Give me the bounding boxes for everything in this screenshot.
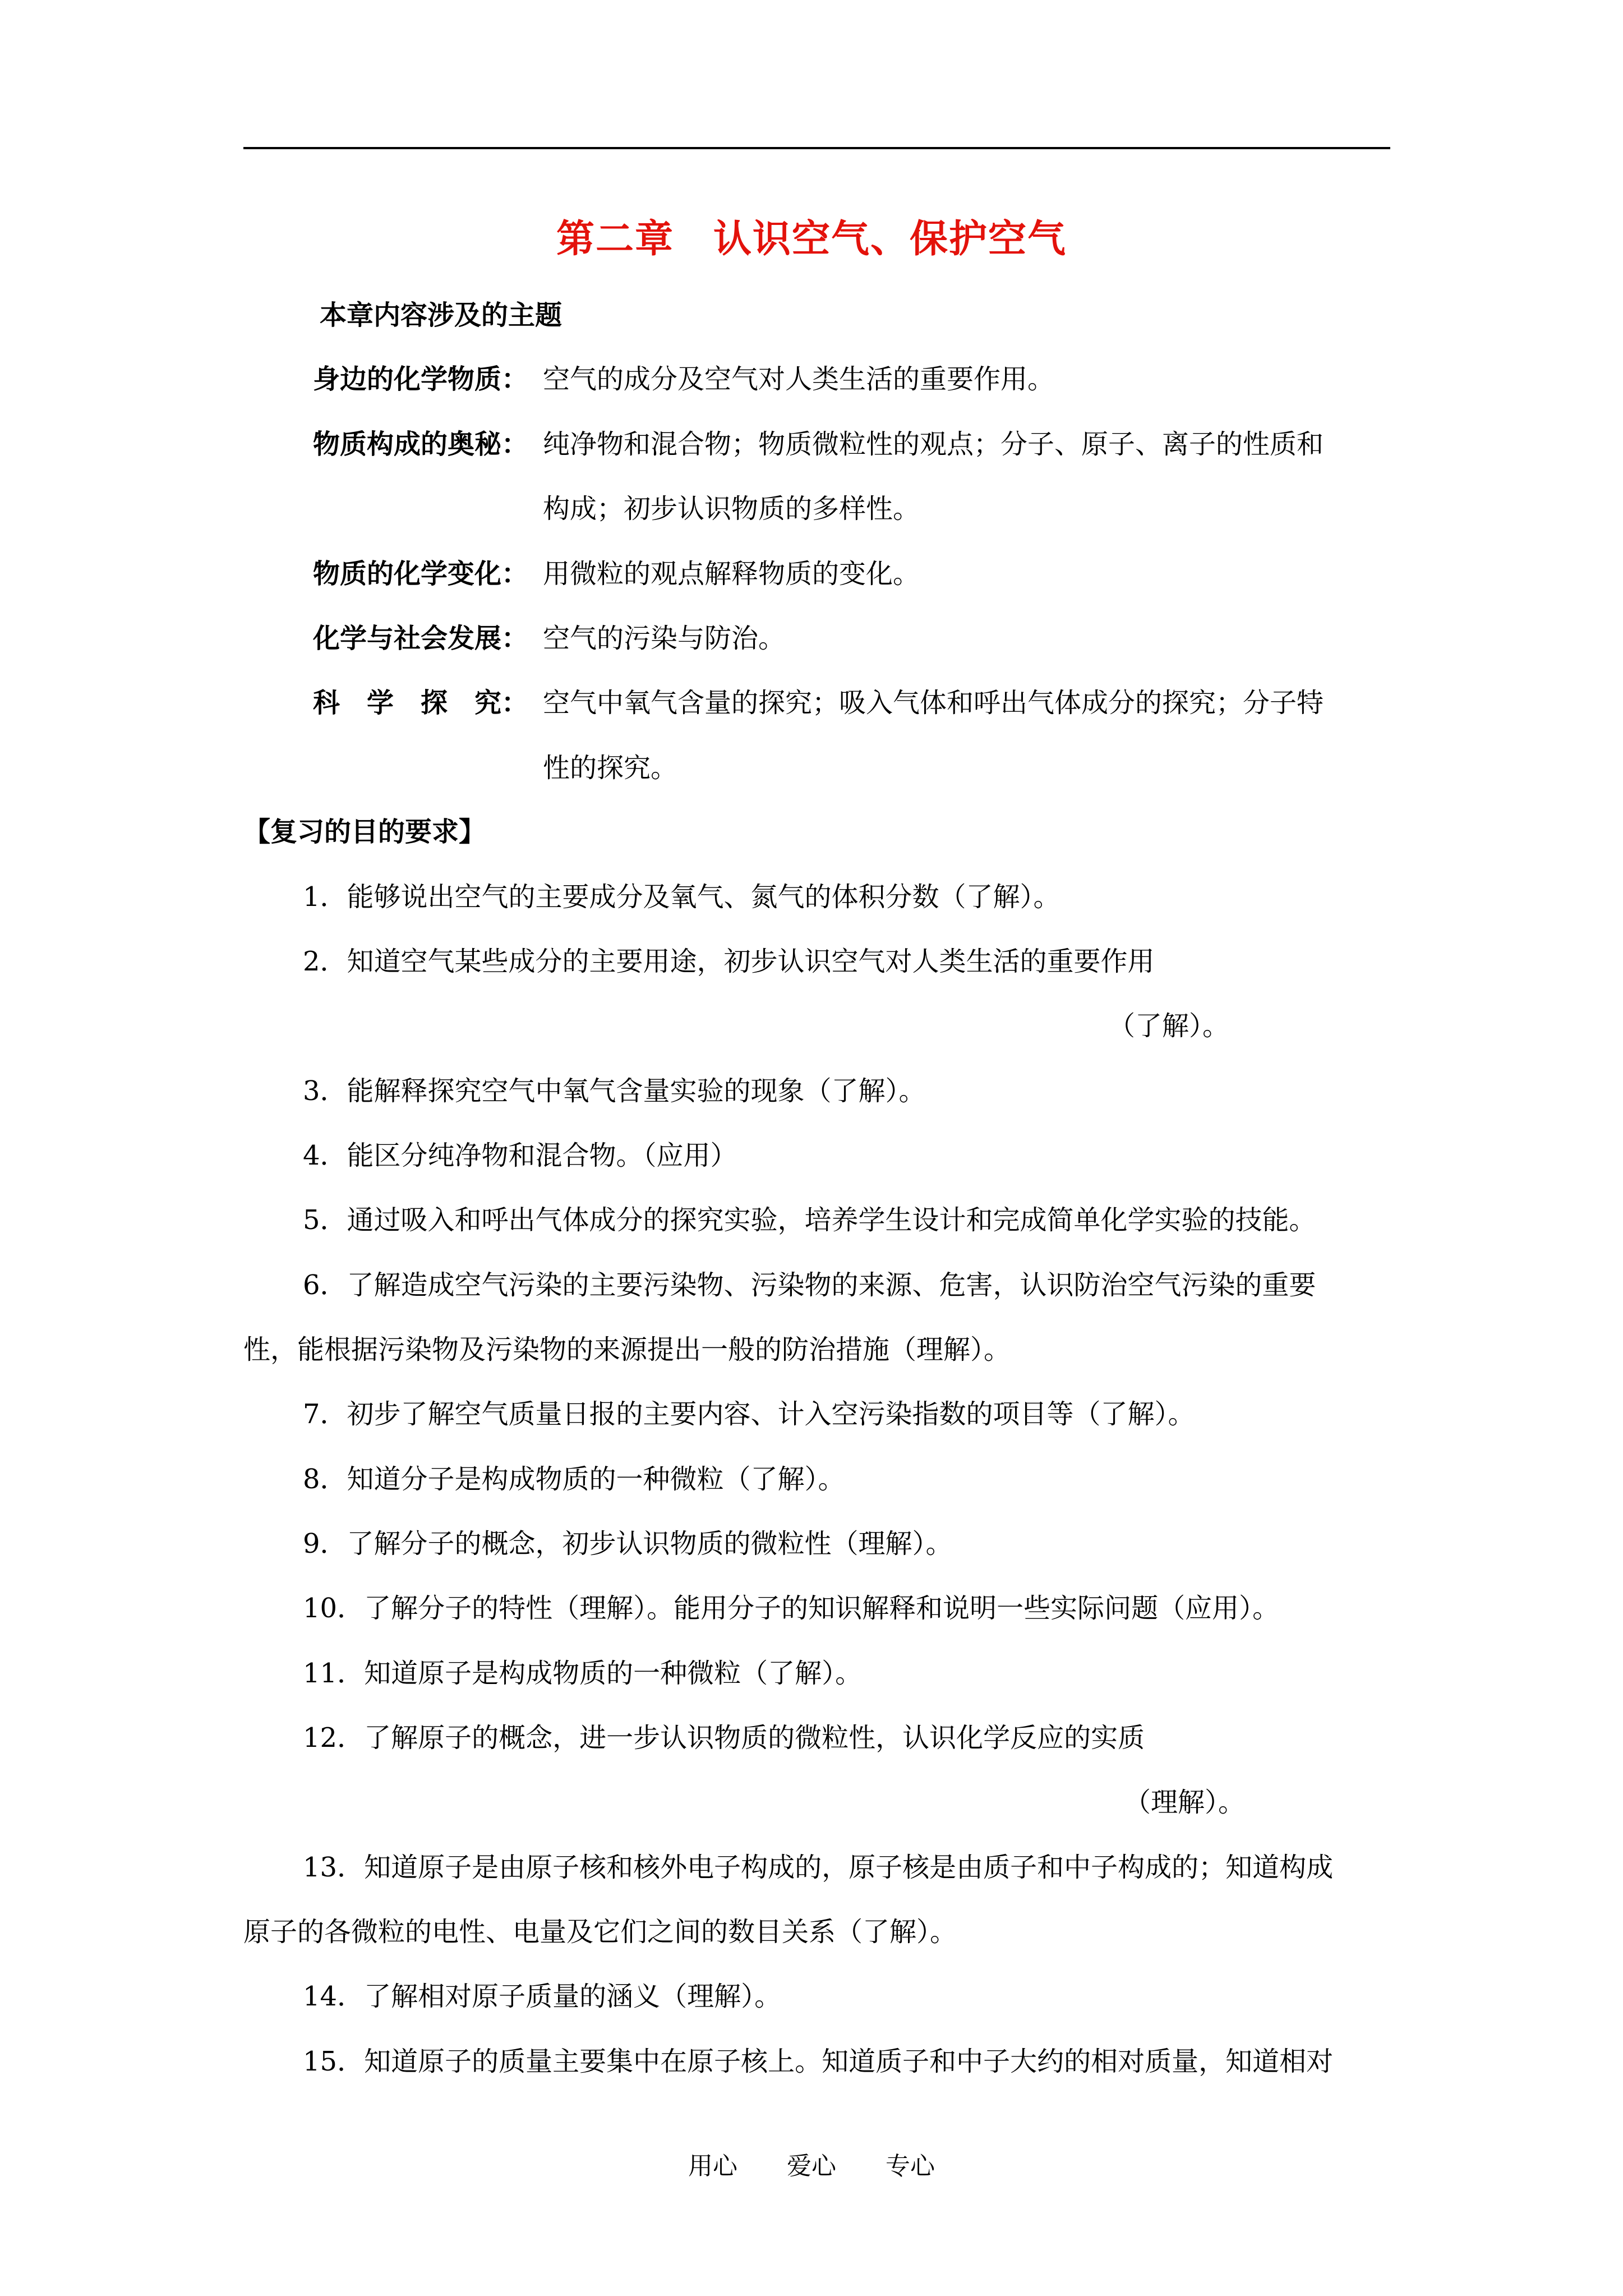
objective-item: 12．了解原子的概念，进一步认识物质的微粒性，认识化学反应的实质 — [303, 1722, 1145, 1754]
objectives-heading: 【复习的目的要求】 — [243, 816, 486, 848]
objective-item: 10．了解分子的特性（理解）。能用分子的知识解释和说明一些实际问题（应用）。 — [303, 1593, 1280, 1624]
theme-label: 身边的化学物质： — [313, 364, 529, 395]
objective-item: 5．通过吸入和呼出气体成分的探究实验，培养学生设计和完成简单化学实验的技能。 — [303, 1204, 1316, 1236]
objective-item: 7．初步了解空气质量日报的主要内容、计入空污染指数的项目等（了解）。 — [303, 1398, 1195, 1430]
objective-item: 15．知道原子的质量主要集中在原子核上。知道质子和中子大约的相对质量，知道相对 — [303, 2046, 1334, 2077]
objective-item-continuation: 性，能根据污染物及污染物的来源提出一般的防治措施（理解）。 — [243, 1334, 1011, 1365]
objective-item: 8．知道分子是构成物质的一种微粒（了解）。 — [303, 1464, 845, 1495]
objective-item: 2．知道空气某些成分的主要用途，初步认识空气对人类生活的重要作用 — [303, 946, 1155, 977]
theme-label: 科 学 探 究： — [313, 687, 529, 719]
objective-item: 11．知道原子是构成物质的一种微粒（了解）。 — [303, 1658, 863, 1689]
theme-text: 性的探究。 — [543, 752, 678, 784]
objective-item-continuation: （了解）。 — [1108, 1010, 1230, 1042]
theme-text: 纯净物和混合物；物质微粒性的观点；分子、原子、离子的性质和 — [543, 429, 1324, 460]
theme-text: 用微粒的观点解释物质的变化。 — [543, 558, 920, 590]
theme-label: 物质构成的奥秘： — [313, 429, 529, 460]
theme-text: 空气的成分及空气对人类生活的重要作用。 — [543, 364, 1055, 395]
objective-item: 13．知道原子是由原子核和核外电子构成的，原子核是由质子和中子构成的；知道构成 — [303, 1852, 1334, 1883]
page-footer: 用心 爱心 专心 — [688, 2152, 935, 2180]
objective-item: 9．了解分子的概念，初步认识物质的微粒性（理解）。 — [303, 1528, 953, 1559]
objective-item: 4．能区分纯净物和混合物。（应用） — [303, 1140, 737, 1171]
objective-item-continuation: 原子的各微粒的电性、电量及它们之间的数目关系（了解）。 — [243, 1916, 957, 1948]
theme-text: 空气的污染与防治。 — [543, 623, 786, 654]
objective-item: 6．了解造成空气污染的主要污染物、污染物的来源、危害，认识防治空气污染的重要 — [303, 1269, 1316, 1301]
theme-text: 空气中氧气含量的探究；吸入气体和呼出气体成分的探究；分子特 — [543, 687, 1324, 719]
objective-item: 1．能够说出空气的主要成分及氧气、氮气的体积分数（了解）。 — [303, 881, 1061, 913]
theme-text: 构成；初步认识物质的多样性。 — [543, 493, 920, 524]
objective-item-continuation: （理解）。 — [1124, 1787, 1246, 1818]
theme-label: 物质的化学变化： — [313, 558, 529, 590]
objective-item: 14．了解相对原子质量的涵义（理解）。 — [303, 1981, 782, 2012]
theme-label: 化学与社会发展： — [313, 623, 529, 654]
objective-item: 3．能解释探究空气中氧气含量实验的现象（了解）。 — [303, 1075, 926, 1107]
header-rule — [243, 147, 1390, 149]
themes-heading: 本章内容涉及的主题 — [320, 300, 562, 331]
chapter-title: 第二章 认识空气、保护空气 — [556, 217, 1067, 261]
